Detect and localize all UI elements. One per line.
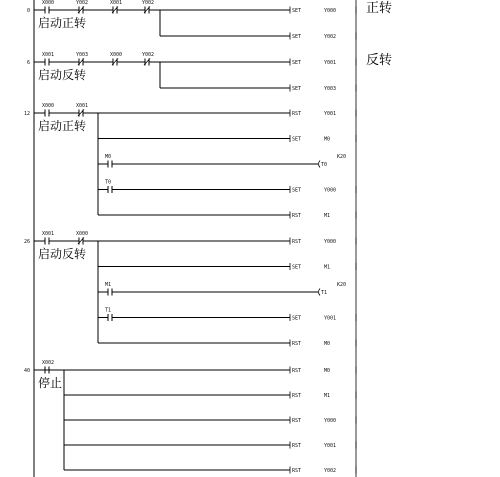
timer-constant: K20 [336, 282, 346, 288]
coil-instruction: SET [292, 136, 302, 143]
contact-label: Y002 [142, 52, 155, 58]
coil-instruction: SET [292, 34, 302, 40]
contact-label: X000 [110, 52, 123, 58]
coil-instruction: SET [292, 187, 302, 194]
coil-instruction: SET [292, 86, 302, 92]
coil-operand: M1 [324, 213, 331, 219]
device-comment: 启动反转 [38, 68, 87, 82]
no-contact [42, 360, 54, 374]
coil-operand: Y001 [324, 443, 337, 449]
timer-operand: T0 [321, 162, 328, 168]
coil-operand: Y003 [324, 86, 337, 92]
coil-instruction: RST [292, 468, 302, 474]
no-contact [105, 154, 112, 168]
contact-label: X001 [42, 52, 55, 58]
coil-operand: Y000 [324, 239, 337, 245]
coil-instruction: SET [292, 264, 302, 271]
device-comment: 启动反转 [38, 247, 87, 261]
coil-instruction: SET [292, 315, 302, 322]
contact-label: X000 [42, 103, 55, 109]
coil-instruction: RST [292, 111, 302, 117]
coil-operand: M1 [324, 264, 331, 271]
no-contact [105, 282, 112, 296]
step-number: 40 [23, 368, 30, 374]
contact-label: X000 [76, 231, 89, 237]
no-contact [42, 0, 54, 14]
no-contact [105, 308, 112, 322]
coil-operand: M0 [324, 368, 331, 374]
contact-label: X001 [42, 231, 55, 237]
coil-operand: Y000 [324, 418, 337, 424]
rung-annotation: 反转 [366, 53, 393, 68]
nc-contact [142, 0, 154, 14]
coil-instruction: SET [292, 60, 302, 66]
rung-annotation: 正转 [366, 1, 393, 16]
nc-contact [110, 52, 122, 66]
nc-contact [76, 103, 88, 117]
nc-contact [110, 0, 122, 14]
device-comment: 启动正转 [38, 119, 87, 133]
contact-label: X000 [42, 0, 55, 6]
device-comment: 停止 [38, 376, 63, 390]
nc-contact [76, 52, 88, 66]
contact-label: T0 [105, 179, 112, 186]
no-contact [105, 180, 112, 194]
timer-constant: K20 [336, 154, 346, 160]
nc-contact [142, 52, 154, 66]
contact-label: X001 [76, 103, 89, 109]
coil-instruction: RST [292, 393, 302, 399]
coil-operand: Y001 [324, 315, 337, 322]
coil-instruction: RST [292, 418, 302, 424]
contact-label: M0 [105, 154, 112, 160]
contact-label: Y003 [76, 52, 89, 58]
coil-instruction: RST [292, 368, 302, 374]
coil-operand: Y001 [324, 60, 337, 66]
timer-operand: T1 [321, 290, 328, 296]
no-contact [42, 231, 54, 245]
no-contact [42, 52, 54, 66]
contact-label: T1 [105, 307, 112, 314]
coil-operand: M0 [324, 341, 331, 347]
contact-label: Y002 [76, 0, 89, 6]
contact-label: Y002 [142, 0, 155, 6]
coil-operand: Y002 [324, 34, 337, 40]
coil-instruction: SET [292, 8, 302, 14]
nc-contact [76, 0, 88, 14]
coil-operand: M1 [324, 393, 331, 399]
coil-operand: M0 [324, 136, 331, 143]
step-number: 26 [23, 239, 30, 245]
coil-operand: Y000 [324, 187, 337, 194]
coil-operand: Y002 [324, 468, 337, 474]
coil-instruction: RST [292, 213, 302, 219]
coil-instruction: RST [292, 341, 302, 347]
coil-instruction: RST [292, 443, 302, 449]
nc-contact [76, 231, 88, 245]
timer-coil-bracket [319, 161, 321, 168]
coil-operand: Y001 [324, 111, 337, 117]
contact-label: X002 [42, 360, 55, 366]
step-number: 12 [23, 111, 30, 117]
no-contact [42, 103, 54, 117]
step-number: 0 [26, 8, 30, 14]
device-comment: 启动正转 [38, 16, 87, 30]
coil-operand: Y000 [324, 8, 337, 14]
step-number: 6 [26, 60, 30, 66]
timer-coil-bracket [319, 289, 321, 296]
contact-label: M1 [105, 282, 112, 288]
contact-label: X001 [110, 0, 123, 6]
coil-instruction: RST [292, 239, 302, 245]
